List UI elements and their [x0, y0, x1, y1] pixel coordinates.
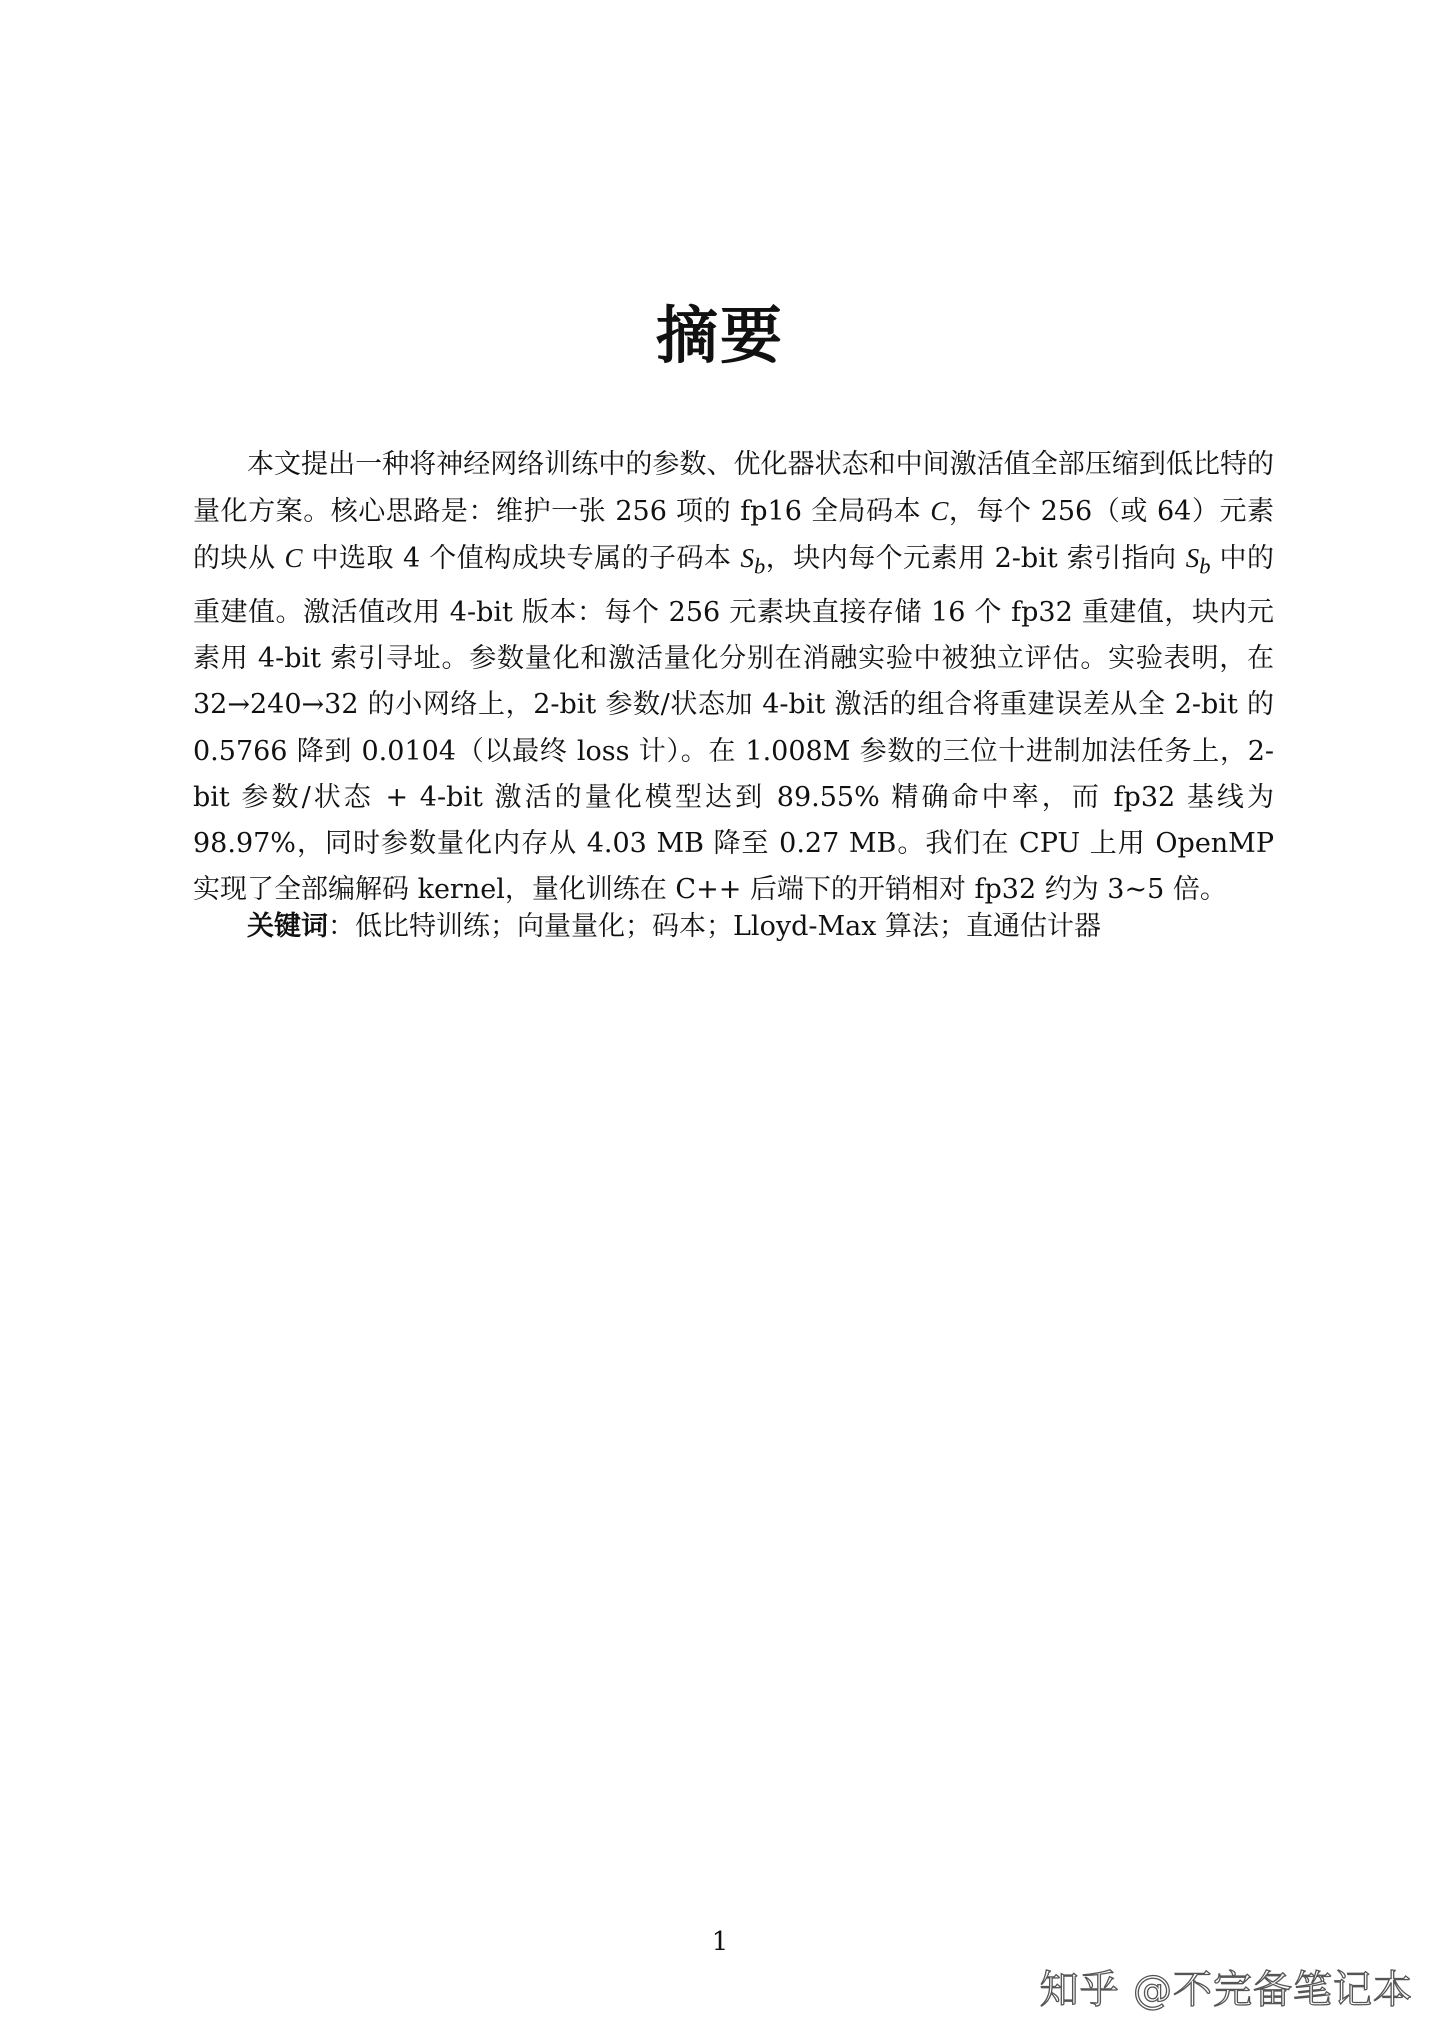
abstract-text-part-3: 中选取 4 个值构成块专属的子码本: [302, 543, 741, 575]
codebook-symbol-c: C: [284, 543, 303, 574]
subcodebook-symbol-s: S: [1185, 543, 1200, 574]
abstract-text-part-4: ，块内每个元素用 2-bit 索引指向: [765, 543, 1186, 575]
keywords-colon: ：: [328, 911, 355, 942]
abstract-text-part-1: 本文提出一种将神经网络训练中的参数、优化器状态和中间激活值全部压缩到低比特的量化方案。核心思路是：维护一张 256 项的 fp16 全局码本: [193, 449, 1274, 528]
subcodebook-subscript-b: b: [754, 553, 766, 579]
keywords-label: 关键词: [247, 911, 328, 942]
keywords-text: 低比特训练；向量量化；码本；Lloyd-Max 算法；直通估计器: [355, 911, 1102, 942]
page-number: 1: [711, 1927, 729, 1957]
codebook-symbol-c: C: [930, 496, 949, 527]
subcodebook-symbol-s: S: [740, 543, 755, 574]
keywords-line: [193, 904, 1274, 950]
abstract-title: 摘要: [655, 299, 784, 372]
abstract-text-part-2: ，每个 256（或 64）元素的块从: [193, 496, 1274, 575]
subcodebook-subscript-b: b: [1199, 553, 1211, 579]
zhihu-watermark: 知乎 @不完备笔记本: [1039, 1968, 1413, 2013]
abstract-text-part-5: 中的重建值。激活值改用 4-bit 版本：每个 256 元素块直接存储 16 个 fp32 重建值，块内元素用 4-bit 索引寻址。参数量化和激活量化分别在消融实验中被独立评估。实验表明，在 32→240→32 的小网络上，2-bit 参数/状态加 4-bit 激活的组合将重建误差从全 2-bit 的 0.5766 降到 0.0104（以最终 loss 计）。在 1.008M 参数的三位十进制加法任务上，2-bit 参数/状态 + 4-bit 激活的量化模型达到 89.55% 精确命中率，而 fp32 基线为 98.97%，同时参数量化内存从 4.03 MB 降至 0.27 MB。我们在 CPU 上用 OpenMP 实现了全部编解码 kernel，量化训练在 C++ 后端下的开销相对 fp32 约为 3~5 倍。: [193, 543, 1274, 906]
abstract-paragraph: [193, 442, 1274, 913]
